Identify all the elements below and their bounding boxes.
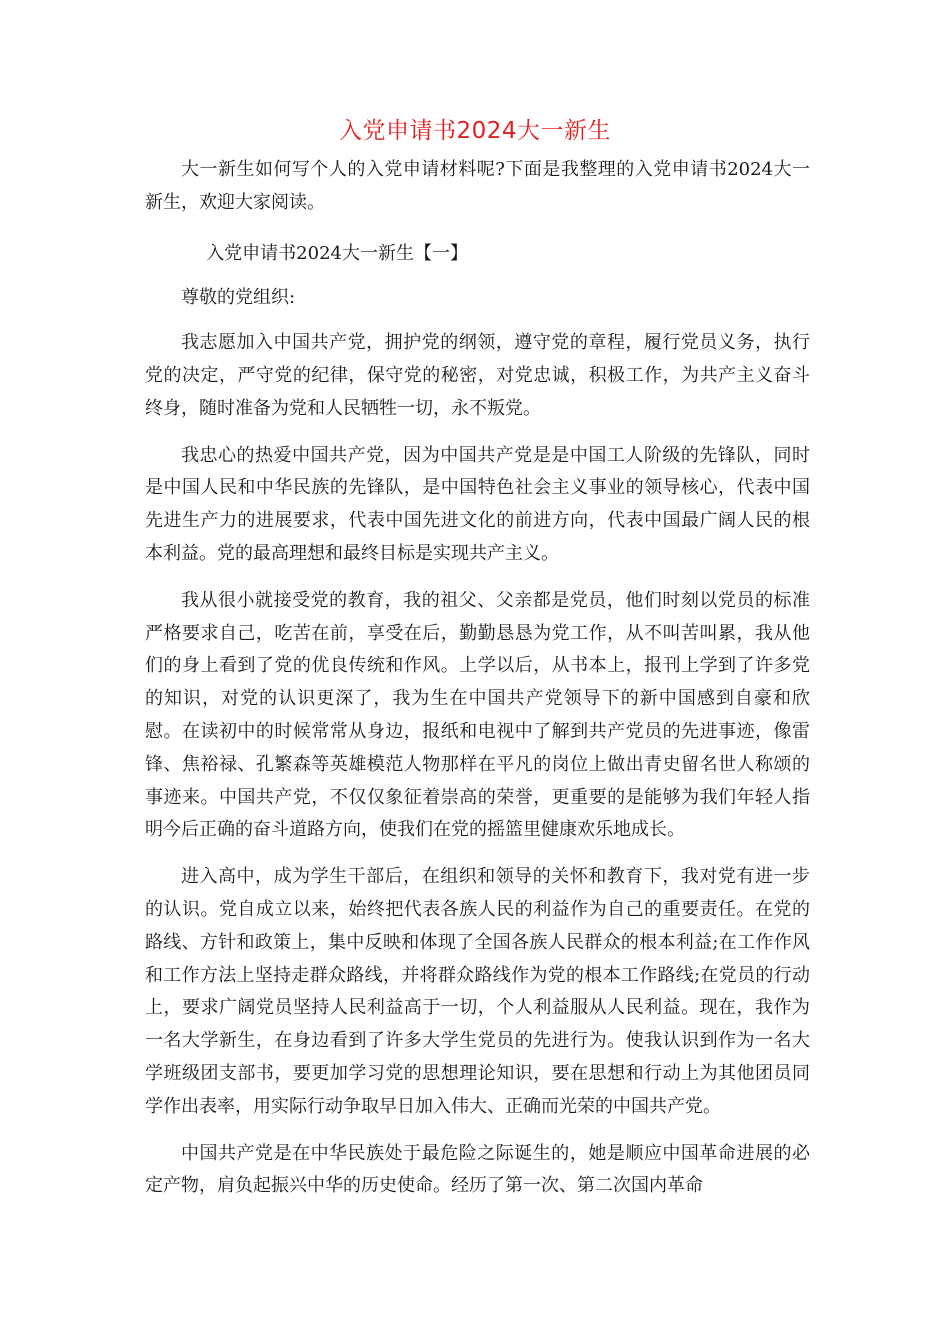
body-paragraph: 我志愿加入中国共产党，拥护党的纲领，遵守党的章程，履行党员义务，执行党的决定，严守党的纪律，保守党的秘密，对党忠诚，积极工作，为共产主义奋斗终身，随时准备为党和人民牺牲一切，永不叛党。 bbox=[145, 332, 810, 419]
body-paragraph: 我从很小就接受党的教育，我的祖父、父亲都是党员，他们时刻以党员的标准严格要求自己，吃苦在前，享受在后，勤勤恳恳为党工作，从不叫苦叫累，我从他们的身上看到了党的优良传统和作风。上学以后，从书本上，报刊上学到了许多党的知识，对党的认识更深了，我为生在中国共产党领导下的新中国感到自豪和欣慰。在读初中的时候常常从身边，报纸和电视中了解到共产党员的先进事迹，像雷锋、焦裕禄、孔繁森等英雄模范人物那样在平凡的岗位上做出青史留名世人称颂的事迹来。中国共产党，不仅仅象征着崇高的荣誉，更重要的是能够为我们年轻人指明今后正确的奋斗道路方向，使我们在党的摇篮里健康欢乐地成长。 bbox=[145, 589, 810, 841]
body-paragraph: 中国共产党是在中华民族处于最危险之际诞生的，她是顺应中国革命进展的必定产物，肩负起振兴中华的历史使命。经历了第一次、第二次国内革命 bbox=[145, 1142, 810, 1197]
body-paragraph: 进入高中，成为学生干部后，在组织和领导的关怀和教育下，我对党有进一步的认识。党自成立以来，始终把代表各族人民的利益作为自己的重要责任。在党的路线、方针和政策上，集中反映和体现了全国各族人民群众的根本利益;在工作作风和工作方法上坚持走群众路线，并将群众路线作为党的根本工作路线;在党员的行动上，要求广阔党员坚持人民利益高于一切，个人利益服从人民利益。现在，我作为一名大学新生，在身边看到了许多大学生党员的先进行为。使我认识到作为一名大学班级团支部书，要更加学习党的思想理论知识，要在思想和行动上为其他团员同学作出表率，用实际行动争取早日加入伟大、正确而光荣的中国共产党。 bbox=[145, 866, 810, 1117]
salutation: 尊敬的党组织: bbox=[181, 287, 296, 309]
intro-paragraph: 大一新生如何写个人的入党申请材料呢?下面是我整理的入党申请书2024大一新生，欢迎大家阅读。 bbox=[145, 159, 810, 213]
document-body bbox=[145, 154, 810, 1217]
document-title: 入党申请书2024大一新生 bbox=[338, 118, 612, 144]
body-paragraph: 我忠心的热爱中国共产党，因为中国共产党是是中国工人阶级的先锋队，同时是中国人民和中华民族的先锋队，是中国特色社会主义事业的领导核心，代表中国先进生产力的进展要求，代表中国先进文化的前进方向，代表中国最广阔人民的根本利益。党的最高理想和最终目标是实现共产主义。 bbox=[145, 444, 810, 564]
section-heading: 入党申请书2024大一新生【一】 bbox=[206, 242, 468, 264]
